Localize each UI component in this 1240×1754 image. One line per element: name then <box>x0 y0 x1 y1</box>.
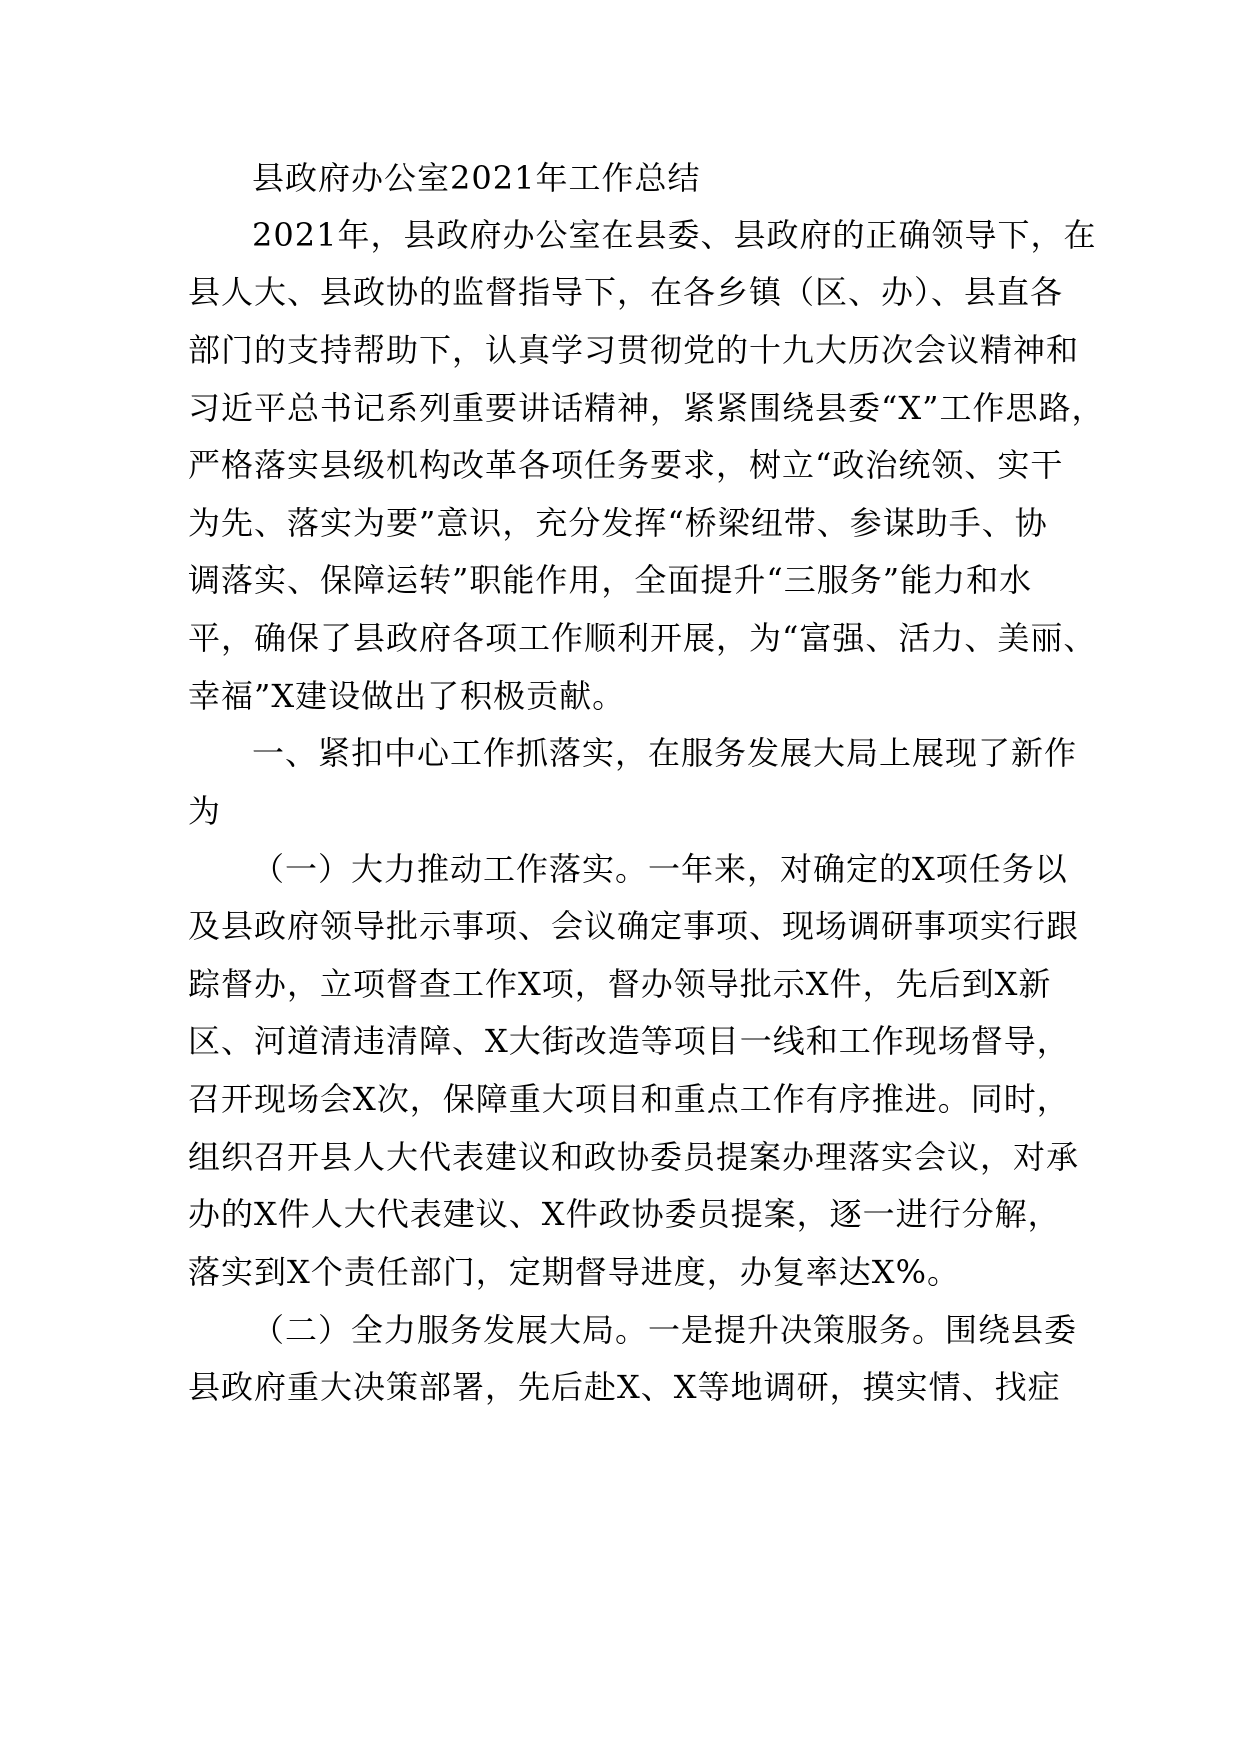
paragraph-line: 严格落实县级机构改革各项任务要求，树立“政治统领、实干 <box>188 446 1064 484</box>
paragraph-line: （一）大力推动工作落实。一年来，对确定的X项任务以 <box>252 850 1068 888</box>
section-heading: 为 <box>188 792 222 830</box>
paragraph-line: 幸福”X建设做出了积极贡献。 <box>188 677 626 715</box>
paragraph-line: 2021年，县政府办公室在县委、县政府的正确领导下，在 <box>252 216 1097 254</box>
document-title: 县政府办公室2021年工作总结 <box>252 159 701 197</box>
paragraph-line: 部门的支持帮助下，认真学习贯彻党的十九大历次会议精神和 <box>188 331 1080 369</box>
paragraph-line: 习近平总书记系列重要讲话精神，紧紧围绕县委“X”工作思路， <box>188 389 1105 427</box>
paragraph-line: 为先、落实为要”意识，充分发挥“桥梁纽带、参谋助手、协 <box>188 504 1048 542</box>
paragraph-line: （二）全力服务发展大局。一是提升决策服务。围绕县委 <box>252 1311 1078 1349</box>
paragraph-line: 调落实、保障运转”职能作用，全面提升“三服务”能力和水 <box>188 561 1033 599</box>
paragraph-line: 平，确保了县政府各项工作顺利开展，为“富强、活力、美丽、 <box>188 619 1097 657</box>
paragraph-line: 组织召开县人大代表建议和政协委员提案办理落实会议，对承 <box>188 1138 1080 1176</box>
section-heading: 一、紧扣中心工作抓落实，在服务发展大局上展现了新作 <box>252 734 1078 772</box>
paragraph-line: 召开现场会X次，保障重大项目和重点工作有序推进。同时， <box>188 1080 1070 1118</box>
paragraph-line: 踪督办，立项督查工作X项，督办领导批示X件，先后到X新 <box>188 965 1052 1003</box>
paragraph-line: 县人大、县政协的监督指导下，在各乡镇（区、办）、县直各 <box>188 273 1064 311</box>
paragraph-line: 办的X件人大代表建议、X件政协委员提案，逐一进行分解， <box>188 1195 1061 1233</box>
paragraph-line: 区、河道清违清障、X大街改造等项目一线和工作现场督导， <box>188 1022 1070 1060</box>
paragraph-line: 县政府重大决策部署，先后赴X、X等地调研，摸实情、找症 <box>188 1368 1061 1406</box>
paragraph-line: 落实到X个责任部门，定期督导进度，办复率达X%。 <box>188 1253 960 1291</box>
paragraph-line: 及县政府领导批示事项、会议确定事项、现场调研事项实行跟 <box>188 907 1080 945</box>
